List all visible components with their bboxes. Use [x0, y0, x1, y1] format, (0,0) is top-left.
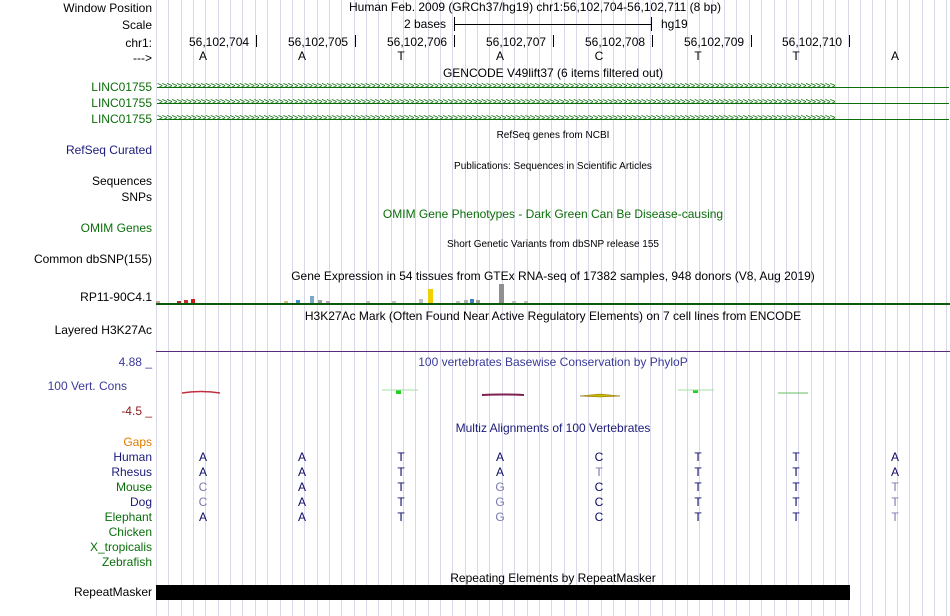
multiz-base: T — [694, 495, 702, 509]
gtex-baseline — [156, 303, 950, 305]
gtex-bar — [476, 300, 480, 303]
gtex-bar — [284, 301, 288, 303]
multiz-base: C — [594, 450, 604, 464]
publications-track-label[interactable]: Sequences — [91, 174, 152, 188]
dbsnp-track-title[interactable]: Short Genetic Variants from dbSNP release 155 — [447, 239, 659, 250]
gtex-bar — [419, 299, 423, 303]
multiz-gaps-label[interactable]: Gaps — [123, 435, 152, 449]
multiz-base: G — [495, 495, 505, 509]
multiz-base: C — [594, 480, 604, 494]
gtex-expression-bars[interactable] — [156, 283, 950, 307]
multiz-species-label[interactable]: X_tropicalis — [89, 540, 152, 554]
scale-bar — [454, 17, 652, 31]
reference-base: A — [198, 49, 207, 63]
gencode-transcript[interactable]: >>>>>>>>>>>>>>>>>>>>>>>>>>>>>>>>>>>>>>>>>>>>>>>>>>>>>>>>>>>>>>>>>>>>>>>>>>>>>>>>>>>>>>>>>>>>>>>>>>>>>>>>>>>>>>>>>>>>>>>>>>>>>>>>>>>>>>>>>>>> — [157, 113, 949, 125]
gencode-item-label[interactable]: LINC01755 — [91, 96, 152, 110]
ruler-position: 56,102,707 — [486, 35, 547, 49]
multiz-base: A — [198, 510, 207, 524]
ruler-tick — [652, 35, 653, 47]
multiz-base: A — [890, 465, 899, 479]
multiz-base: T — [595, 465, 603, 479]
ruler-tick — [849, 35, 850, 47]
reference-base: T — [397, 49, 405, 63]
multiz-base: A — [297, 510, 306, 524]
repeatmasker-element[interactable] — [156, 585, 850, 600]
gencode-transcript[interactable]: >>>>>>>>>>>>>>>>>>>>>>>>>>>>>>>>>>>>>>>>>>>>>>>>>>>>>>>>>>>>>>>>>>>>>>>>>>>>>>>>>>>>>>>>>>>>>>>>>>>>>>>>>>>>>>>>>>>>>>>>>>>>>>>>>>>>>>>>>>>> — [157, 81, 949, 93]
gtex-bar — [191, 299, 195, 303]
phylop-track-label[interactable]: 100 Vert. Cons — [47, 379, 127, 393]
ruler-position: 56,102,706 — [387, 35, 448, 49]
gtex-bar — [177, 301, 181, 303]
gtex-bar — [296, 300, 300, 303]
ruler-tick — [751, 35, 752, 47]
multiz-species-label[interactable]: Dog — [129, 495, 152, 509]
omim-track-title[interactable]: OMIM Gene Phenotypes - Dark Green Can Be Disease-causing — [382, 207, 724, 221]
gtex-bar — [318, 300, 322, 303]
gtex-bar — [428, 289, 433, 303]
gencode-track-title[interactable]: GENCODE V49lift37 (6 items filtered out) — [442, 66, 664, 80]
gtex-bar — [456, 301, 460, 303]
scale-db: hg19 — [661, 17, 688, 31]
gtex-bar — [470, 299, 474, 303]
gencode-transcript[interactable]: >>>>>>>>>>>>>>>>>>>>>>>>>>>>>>>>>>>>>>>>>>>>>>>>>>>>>>>>>>>>>>>>>>>>>>>>>>>>>>>>>>>>>>>>>>>>>>>>>>>>>>>>>>>>>>>>>>>>>>>>>>>>>>>>>>>>>>>>>>>> — [157, 97, 949, 109]
multiz-base: A — [495, 465, 504, 479]
multiz-base: G — [495, 510, 505, 524]
multiz-base: T — [792, 450, 800, 464]
multiz-species-label[interactable]: Chicken — [108, 525, 152, 539]
multiz-track-title[interactable]: Multiz Alignments of 100 Vertebrates — [455, 421, 651, 435]
multiz-base: A — [297, 495, 306, 509]
multiz-base: T — [694, 510, 702, 524]
multiz-base: T — [694, 480, 702, 494]
multiz-base: C — [198, 495, 208, 509]
multiz-base: T — [397, 495, 405, 509]
gtex-bar — [464, 300, 468, 303]
multiz-base: A — [198, 465, 207, 479]
multiz-base: T — [397, 510, 405, 524]
ruler-position: 56,102,708 — [585, 35, 646, 49]
multiz-base: T — [792, 465, 800, 479]
h3k27ac-track-title[interactable]: H3K27Ac Mark (Often Found Near Active Regulatory Elements) on 7 cell lines from ENCODE — [304, 309, 802, 323]
h3k27ac-track-label[interactable]: Layered H3K27Ac — [54, 323, 152, 337]
ruler-tick — [553, 35, 554, 47]
multiz-base: A — [297, 465, 306, 479]
reference-base: A — [890, 49, 899, 63]
reference-base: T — [792, 49, 800, 63]
multiz-base: A — [495, 450, 504, 464]
phylop-min-label: -4.5 _ — [121, 404, 152, 418]
multiz-base: T — [397, 465, 405, 479]
gtex-bar — [499, 284, 504, 303]
repeatmasker-track-title[interactable]: Repeating Elements by RepeatMasker — [450, 571, 656, 585]
multiz-base: T — [397, 450, 405, 464]
multiz-base: A — [890, 450, 899, 464]
reference-base: C — [594, 49, 604, 63]
ruler-position: 56,102,704 — [189, 35, 250, 49]
multiz-base: A — [198, 450, 207, 464]
ruler-tick — [355, 35, 356, 47]
gtex-bar — [392, 301, 396, 303]
multiz-base: T — [891, 480, 899, 494]
multiz-base: T — [694, 465, 702, 479]
multiz-base: C — [198, 480, 208, 494]
multiz-species-label[interactable]: Elephant — [104, 510, 152, 524]
phylop-signal — [580, 394, 620, 397]
multiz-base: T — [792, 495, 800, 509]
reference-base: A — [495, 49, 504, 63]
multiz-species-label[interactable]: Zebrafish — [101, 555, 152, 569]
multiz-base: T — [792, 510, 800, 524]
multiz-base: A — [297, 450, 306, 464]
refseq-track-title[interactable]: RefSeq genes from NCBI — [496, 130, 610, 141]
phylop-max-label: 4.88 _ — [118, 355, 152, 369]
scale-text: 2 bases — [404, 17, 447, 31]
gencode-item-label[interactable]: LINC01755 — [91, 80, 152, 94]
strand-label: ---> — [133, 51, 152, 65]
gtex-track-label[interactable]: RP11-90C4.1 — [80, 290, 152, 304]
ruler-position: 56,102,710 — [782, 35, 843, 49]
gtex-bar — [512, 301, 516, 303]
gtex-bar — [184, 300, 188, 303]
reference-base: A — [297, 49, 306, 63]
gtex-bar — [326, 301, 330, 303]
h3k27ac-signal-line — [156, 351, 950, 352]
omim-track-label[interactable]: OMIM Genes — [80, 221, 152, 235]
gtex-bar — [310, 296, 314, 303]
publications-track-title[interactable]: Publications: Sequences in Scientific Articles — [454, 161, 652, 172]
gtex-bar — [156, 301, 160, 303]
assembly-info: Human Feb. 2009 (GRCh37/hg19) chr1:56,102,704-56,102,711 (8 bp) — [349, 0, 722, 14]
multiz-species-label[interactable]: Mouse — [115, 480, 152, 494]
multiz-base: C — [594, 510, 604, 524]
multiz-base: A — [297, 480, 306, 494]
gtex-bar — [366, 301, 370, 303]
multiz-base: T — [397, 480, 405, 494]
multiz-species-label[interactable]: Rhesus — [111, 465, 152, 479]
chrom-label: chr1: — [125, 36, 152, 50]
ruler-tick — [454, 35, 455, 47]
phylop-conservation-plot[interactable] — [156, 385, 950, 401]
ruler-tick — [256, 35, 257, 47]
window-position-label: Window Position — [63, 1, 152, 15]
multiz-base: T — [891, 495, 899, 509]
multiz-base: G — [495, 480, 505, 494]
phylop-signal — [396, 390, 401, 394]
ruler-position: 56,102,705 — [288, 35, 349, 49]
phylop-track-title[interactable]: 100 vertebrates Basewise Conservation by PhyloP — [418, 355, 688, 369]
gtex-track-title[interactable]: Gene Expression in 54 tissues from GTEx RNA-seq of 17382 samples, 948 donors (V8, Aug 2019) — [291, 269, 815, 283]
multiz-species-label[interactable]: Human — [113, 450, 152, 464]
repeatmasker-track-label[interactable]: RepeatMasker — [73, 585, 152, 599]
gtex-bar — [524, 301, 528, 303]
snps-track-label[interactable]: SNPs — [121, 190, 152, 204]
dbsnp-track-label[interactable]: Common dbSNP(155) — [33, 252, 152, 266]
scale-label: Scale — [121, 18, 152, 32]
reference-base: T — [694, 49, 702, 63]
ruler-position: 56,102,709 — [684, 35, 745, 49]
refseq-track-label[interactable]: RefSeq Curated — [65, 143, 152, 157]
gencode-item-label[interactable]: LINC01755 — [91, 112, 152, 126]
multiz-base: C — [594, 495, 604, 509]
phylop-signal — [482, 395, 524, 396]
multiz-base: T — [891, 510, 899, 524]
multiz-base: T — [694, 450, 702, 464]
phylop-signal — [182, 392, 220, 394]
multiz-base: T — [792, 480, 800, 494]
